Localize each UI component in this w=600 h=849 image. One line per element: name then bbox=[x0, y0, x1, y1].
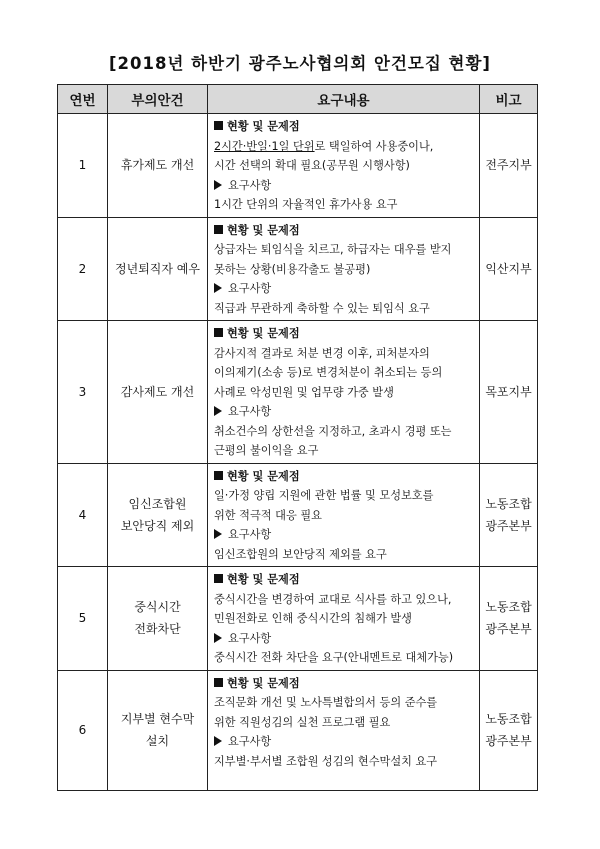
triangle-bullet-icon bbox=[214, 633, 222, 643]
row-content bbox=[208, 114, 480, 218]
table-row bbox=[58, 114, 538, 218]
row-note bbox=[480, 217, 538, 321]
request-line: 1시간 단위의 자율적인 휴가사용 요구 bbox=[214, 198, 398, 211]
note-line: 노동조합 bbox=[485, 496, 532, 511]
table-row bbox=[58, 321, 538, 464]
row-number: 6 bbox=[58, 670, 108, 790]
row-note bbox=[480, 321, 538, 464]
agenda-line: 휴가제도 개선 bbox=[120, 158, 195, 173]
agenda-line: 보안당직 제외 bbox=[120, 518, 195, 533]
row-note bbox=[480, 463, 538, 567]
table-row bbox=[58, 670, 538, 790]
square-bullet-icon bbox=[214, 328, 223, 337]
row-agenda bbox=[108, 321, 208, 464]
request-label: 요구사항 bbox=[228, 631, 272, 645]
status-emphasis: 2시간·반일·1일 단위 bbox=[214, 139, 315, 153]
agenda-line: 지부별 현수막 bbox=[120, 712, 195, 726]
agenda-line: 전화차단 bbox=[134, 622, 181, 637]
status-line bbox=[214, 363, 475, 383]
status-heading bbox=[214, 117, 475, 137]
table-row bbox=[58, 463, 538, 567]
row-content bbox=[208, 217, 480, 321]
request-label: 요구사항 bbox=[228, 528, 272, 541]
row-note bbox=[480, 114, 538, 218]
status-line bbox=[214, 713, 475, 733]
header-no: 연번 bbox=[58, 85, 108, 114]
row-note bbox=[480, 567, 538, 671]
row-note bbox=[480, 670, 538, 790]
row-content bbox=[208, 670, 480, 790]
header-agenda: 부의안건 bbox=[108, 85, 208, 114]
status-text: 시간 선택의 확대 필요(공무원 시행사항) bbox=[214, 159, 410, 172]
status-text: 감사지적 결과로 처분 변경 이후, 피처분자의 bbox=[214, 346, 430, 360]
note-line: 목포지부 bbox=[485, 384, 532, 399]
row-content bbox=[208, 463, 480, 567]
request-heading bbox=[214, 402, 475, 422]
status-line bbox=[214, 260, 475, 280]
request-label: 요구사항 bbox=[228, 282, 272, 295]
status-label: 현황 및 문제점 bbox=[227, 223, 300, 237]
row-agenda bbox=[108, 114, 208, 218]
request-label: 요구사항 bbox=[228, 178, 272, 192]
agenda-line: 중식시간 bbox=[134, 600, 181, 615]
request-line: 직급과 무관하게 축하할 수 있는 퇴임식 요구 bbox=[214, 301, 430, 315]
request-label: 요구사항 bbox=[228, 405, 272, 418]
header-content: 요구내용 bbox=[208, 85, 480, 114]
status-text: 조직문화 개선 및 노사특별합의서 등의 준수를 bbox=[214, 696, 438, 709]
request-heading bbox=[214, 629, 475, 649]
row-agenda bbox=[108, 217, 208, 321]
request-heading bbox=[214, 176, 475, 196]
row-agenda bbox=[108, 567, 208, 671]
row-number: 2 bbox=[58, 217, 108, 321]
status-line bbox=[214, 486, 475, 506]
status-line bbox=[214, 590, 475, 610]
status-text: 로 택일하여 사용중이나, bbox=[314, 139, 434, 153]
status-heading bbox=[214, 221, 475, 241]
note-line: 노동조합 bbox=[485, 712, 532, 726]
status-line bbox=[214, 344, 475, 364]
row-agenda bbox=[108, 463, 208, 567]
status-text: 민원전화로 인해 중식시간의 침해가 발생 bbox=[214, 612, 412, 625]
status-text: 상급자는 퇴임식을 치르고, 하급자는 대우를 받지 bbox=[214, 243, 452, 256]
status-label: 현황 및 문제점 bbox=[227, 676, 300, 690]
table-header-row bbox=[58, 85, 538, 114]
triangle-bullet-icon bbox=[214, 406, 222, 416]
status-text: 이의제기(소송 등)로 변경처분이 취소되는 등의 bbox=[214, 366, 443, 379]
request-line: 취소건수의 상한선을 지정하고, 초과시 경평 또는 bbox=[214, 424, 452, 438]
status-line bbox=[214, 506, 475, 526]
square-bullet-icon bbox=[214, 225, 223, 234]
row-agenda bbox=[108, 670, 208, 790]
row-content bbox=[208, 321, 480, 464]
note-line: 광주본부 bbox=[485, 734, 532, 748]
status-line bbox=[214, 156, 475, 176]
row-number: 1 bbox=[58, 114, 108, 218]
table-row bbox=[58, 217, 538, 321]
request-label: 요구사항 bbox=[228, 735, 272, 748]
request-line: 지부별·부서별 조합원 성김의 현수막설치 요구 bbox=[214, 754, 438, 768]
status-label: 현황 및 문제점 bbox=[227, 573, 300, 586]
agenda-line: 정년퇴직자 예우 bbox=[115, 261, 200, 276]
request-heading bbox=[214, 732, 475, 752]
request-line: 임신조합원의 보안당직 제외를 요구 bbox=[214, 547, 387, 561]
request-line: 근평의 불이익을 요구 bbox=[214, 444, 319, 457]
square-bullet-icon bbox=[214, 121, 223, 130]
status-text: 중식시간을 변경하여 교대로 식사를 하고 있으나, bbox=[214, 592, 452, 606]
row-content bbox=[208, 567, 480, 671]
square-bullet-icon bbox=[214, 678, 223, 687]
note-line: 광주본부 bbox=[485, 622, 532, 637]
row-number: 5 bbox=[58, 567, 108, 671]
request-heading bbox=[214, 279, 475, 299]
status-heading bbox=[214, 324, 475, 344]
square-bullet-icon bbox=[214, 471, 223, 480]
status-line bbox=[214, 240, 475, 260]
note-line: 노동조합 bbox=[485, 600, 532, 615]
status-label: 현황 및 문제점 bbox=[227, 327, 300, 340]
note-line: 광주본부 bbox=[485, 518, 532, 533]
table-row bbox=[58, 567, 538, 671]
status-label: 현황 및 문제점 bbox=[227, 120, 300, 133]
row-number: 3 bbox=[58, 321, 108, 464]
status-heading bbox=[214, 570, 475, 590]
status-text: 사례로 악성민원 및 업무량 가중 발생 bbox=[214, 385, 394, 399]
agenda-table bbox=[57, 84, 538, 791]
agenda-line: 감사제도 개선 bbox=[120, 384, 195, 399]
triangle-bullet-icon bbox=[214, 283, 222, 293]
status-text: 일·가정 양립 지원에 관한 법률 및 모성보호를 bbox=[214, 489, 434, 502]
note-line: 익산지부 bbox=[485, 261, 532, 276]
status-label: 현황 및 문제점 bbox=[227, 469, 300, 483]
status-heading bbox=[214, 674, 475, 694]
status-line bbox=[214, 383, 475, 403]
note-line: 전주지부 bbox=[485, 158, 532, 173]
status-heading bbox=[214, 467, 475, 487]
page-title: [2018년 하반기 광주노사협의회 안건모집 현황] bbox=[109, 54, 491, 73]
triangle-bullet-icon bbox=[214, 180, 222, 190]
header-note: 비고 bbox=[480, 85, 538, 114]
status-text: 위한 적극적 대응 필요 bbox=[214, 508, 322, 522]
agenda-line: 설치 bbox=[145, 734, 170, 748]
agenda-line: 임신조합원 bbox=[128, 496, 187, 511]
status-line bbox=[214, 609, 475, 629]
row-number: 4 bbox=[58, 463, 108, 567]
status-line bbox=[214, 137, 475, 157]
triangle-bullet-icon bbox=[214, 736, 222, 746]
triangle-bullet-icon bbox=[214, 529, 222, 539]
request-heading bbox=[214, 525, 475, 545]
status-text: 위한 직원성김의 실천 프로그램 필요 bbox=[214, 715, 391, 729]
square-bullet-icon bbox=[214, 574, 223, 583]
status-line bbox=[214, 693, 475, 713]
request-line: 중식시간 전화 차단을 요구(안내멘트로 대체가능) bbox=[214, 651, 454, 664]
status-text: 못하는 상황(비용각출도 불공평) bbox=[214, 262, 371, 276]
